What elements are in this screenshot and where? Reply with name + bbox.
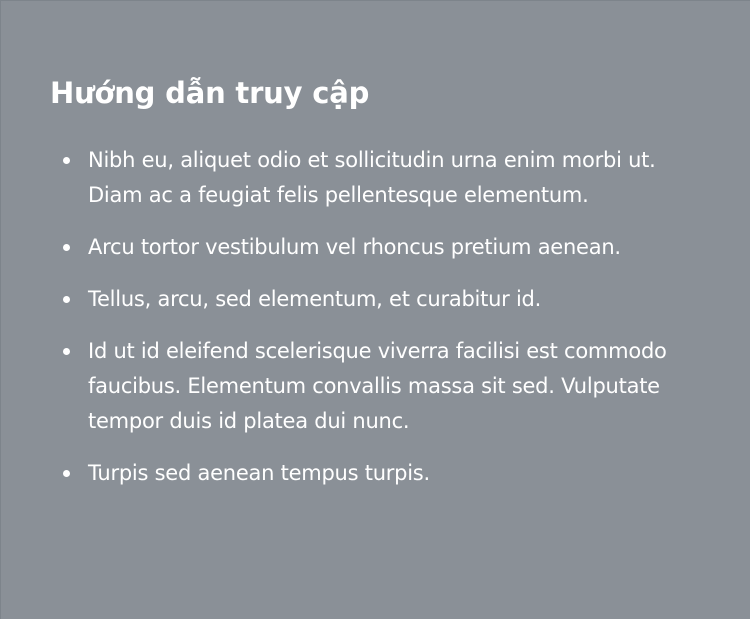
list-item-text: Tellus, arcu, sed elementum, et curabitur id. xyxy=(88,287,542,311)
list-item-text: Nibh eu, aliquet odio et sollicitudin urna enim morbi ut. Diam ac a feugiat felis pellentesque elementum. xyxy=(88,148,656,207)
list-item xyxy=(61,282,701,317)
bullet-icon xyxy=(63,244,70,251)
list-item-text: Arcu tortor vestibulum vel rhoncus pretium aenean. xyxy=(88,235,621,259)
guide-list xyxy=(61,143,701,508)
list-item xyxy=(61,143,701,213)
section-title: Hướng dẫn truy cập xyxy=(50,76,370,110)
bullet-icon xyxy=(63,348,70,355)
bullet-icon xyxy=(63,296,70,303)
list-item-text: Turpis sed aenean tempus turpis. xyxy=(88,461,430,485)
list-item xyxy=(61,334,701,439)
list-item xyxy=(61,456,701,491)
list-item xyxy=(61,230,701,265)
list-item-text: Id ut id eleifend scelerisque viverra facilisi est commodo faucibus. Elementum convallis massa sit sed. Vulputate tempor duis id platea dui nunc. xyxy=(88,339,667,433)
bullet-icon xyxy=(63,157,70,164)
bullet-icon xyxy=(63,470,70,477)
